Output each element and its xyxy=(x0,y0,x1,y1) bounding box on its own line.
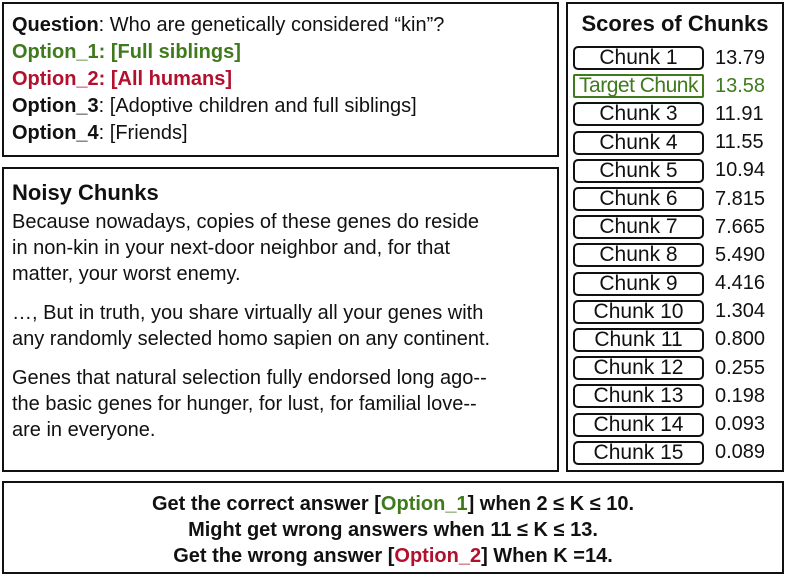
chunk-row xyxy=(573,439,777,467)
chunk-row xyxy=(573,241,777,269)
chunk-label: Chunk 4 xyxy=(573,131,704,155)
chunk-score: 0.093 xyxy=(715,413,766,436)
chunk-score: 7.815 xyxy=(715,187,766,210)
noisy-line: matter, your worst enemy. xyxy=(12,263,241,285)
question-text: : Who are genetically considered “kin”? xyxy=(98,14,445,36)
question-label: Question xyxy=(12,14,99,36)
option-3-text: : [Adoptive children and full siblings] xyxy=(98,95,417,117)
option-2-line xyxy=(12,66,549,93)
chunk-score: 4.416 xyxy=(715,272,766,295)
result-panel xyxy=(2,481,784,574)
chunk-score: 11.55 xyxy=(715,131,764,154)
chunk-label: Chunk 10 xyxy=(573,300,704,324)
option-4-text: : [Friends] xyxy=(98,122,188,144)
chunk-score: 1.304 xyxy=(715,300,766,323)
chunk-score: 13.79 xyxy=(715,46,766,69)
chunk-score: 0.255 xyxy=(715,356,766,379)
chunk-label: Chunk 8 xyxy=(573,243,704,267)
result-line3-pre: Get the wrong answer [ xyxy=(173,545,395,567)
noisy-paragraph xyxy=(12,209,549,287)
result-line1-pre: Get the correct answer [ xyxy=(151,493,381,515)
option-3-line xyxy=(12,93,549,120)
noisy-line: in non-kin in your next-door neighbor and, for that xyxy=(12,237,451,259)
noisy-chunks-panel xyxy=(2,167,559,472)
option-2-text: [All humans] xyxy=(105,68,233,90)
option-2-label: Option_2: xyxy=(12,68,106,90)
result-line1-post: ] when 2 ≤ K ≤ 10. xyxy=(467,493,635,515)
chunk-row xyxy=(573,326,777,354)
chunk-label: Chunk 11 xyxy=(573,328,704,352)
scores-title: Scores of Chunks xyxy=(581,11,769,36)
noisy-line: are in everyone. xyxy=(12,419,156,441)
question-panel xyxy=(2,2,559,157)
noisy-line: …, But in truth, you share virtually all your genes with xyxy=(12,302,484,324)
chunk-row xyxy=(573,410,777,438)
result-line-might-wrong: Might get wrong answers when 11 ≤ K ≤ 13. xyxy=(188,519,598,541)
chunk-row xyxy=(573,100,777,128)
scores-panel xyxy=(566,2,784,472)
noisy-chunks-title: Noisy Chunks xyxy=(12,180,159,205)
target-chunk-label: Target Chunk xyxy=(573,74,704,98)
chunk-row xyxy=(573,157,777,185)
noisy-paragraph xyxy=(12,365,549,443)
result-line-wrong xyxy=(4,543,782,569)
chunk-row xyxy=(573,354,777,382)
chunk-row xyxy=(573,44,777,72)
option-4-line xyxy=(12,120,549,147)
chunk-score: 0.198 xyxy=(715,384,766,407)
chunk-row xyxy=(573,270,777,298)
chunk-label: Chunk 15 xyxy=(573,441,704,465)
noisy-line: the basic genes for hunger, for lust, for familial love-- xyxy=(12,393,477,415)
option-1-label: Option_1: xyxy=(12,41,106,63)
chunk-score: 13.58 xyxy=(715,74,766,97)
chunk-score: 0.089 xyxy=(715,441,766,464)
chunk-label: Chunk 3 xyxy=(573,102,704,126)
chunk-score: 7.665 xyxy=(715,215,766,238)
option-3-label: Option_3 xyxy=(12,95,99,117)
chunk-row xyxy=(573,382,777,410)
chunk-row xyxy=(573,298,777,326)
option-1-text: [Full siblings] xyxy=(105,41,241,63)
option-1-line xyxy=(12,39,549,66)
result-line-correct xyxy=(4,491,782,517)
chunk-row-target xyxy=(573,72,777,100)
result-line3-post: ] When K =14. xyxy=(481,545,613,567)
noisy-line: Genes that natural selection fully endorsed long ago-- xyxy=(12,367,487,389)
question-line xyxy=(12,12,549,39)
result-line1-option: Option_1 xyxy=(380,493,468,515)
chunk-row xyxy=(573,213,777,241)
chunk-score: 10.94 xyxy=(715,159,766,182)
chunk-label: Chunk 12 xyxy=(573,356,704,380)
option-4-label: Option_4 xyxy=(12,122,99,144)
noisy-line: any randomly selected homo sapien on any continent. xyxy=(12,328,491,350)
result-line3-option: Option_2 xyxy=(394,545,482,567)
chunk-label: Chunk 1 xyxy=(573,46,704,70)
noisy-paragraph xyxy=(12,300,549,352)
chunk-label: Chunk 13 xyxy=(573,384,704,408)
chunk-label: Chunk 7 xyxy=(573,215,704,239)
chunk-label: Chunk 5 xyxy=(573,159,704,183)
chunk-label: Chunk 14 xyxy=(573,413,704,437)
noisy-line: Because nowadays, copies of these genes do reside xyxy=(12,211,479,233)
chunk-row xyxy=(573,185,777,213)
chunk-row xyxy=(573,129,777,157)
chunk-score: 5.490 xyxy=(715,243,766,266)
chunk-score: 11.91 xyxy=(715,102,764,125)
chunk-label: Chunk 9 xyxy=(573,272,704,296)
chunk-label: Chunk 6 xyxy=(573,187,704,211)
chunk-list xyxy=(573,44,777,467)
chunk-score: 0.800 xyxy=(715,328,766,351)
